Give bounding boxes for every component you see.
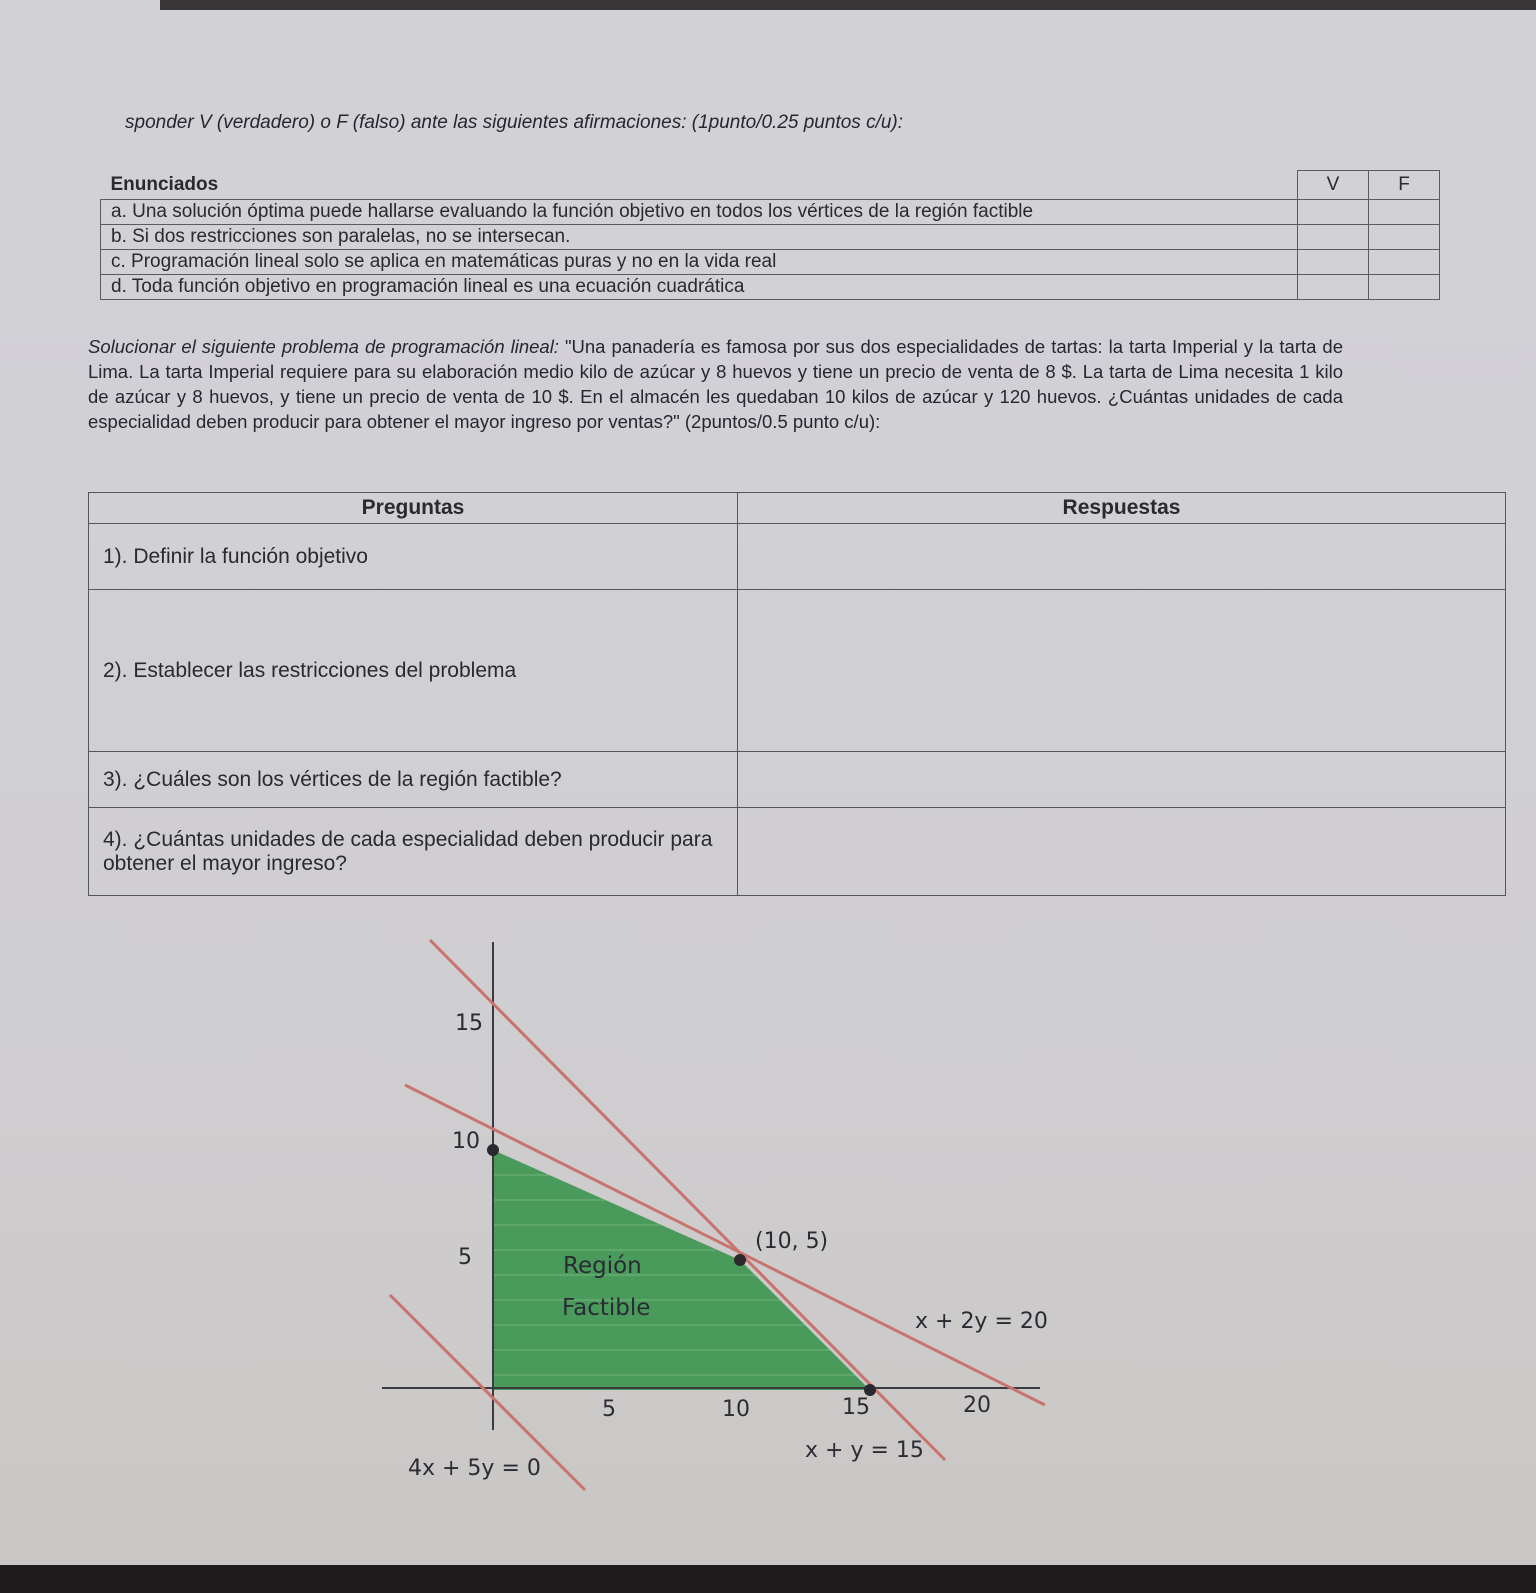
- qa-row: [89, 524, 1506, 590]
- y-tick-label: 5: [458, 1245, 472, 1270]
- feasible-region-fill: [493, 1150, 870, 1390]
- y-tick-label: 10: [452, 1129, 480, 1154]
- tf-cell-v[interactable]: [1298, 225, 1369, 250]
- x-tick-label: 20: [963, 1393, 991, 1418]
- line-label-x-y-15: x + y = 15: [805, 1438, 924, 1463]
- x-tick-label: 5: [602, 1397, 616, 1422]
- qa-question: 1). Definir la función objetivo: [89, 524, 738, 590]
- problem-text: "Una panadería es famosa por sus dos especialidades de tartas: la tarta Imperial y la tarta de Lima. La tarta Imperial requiere para su elaboración medio kilo de azúcar y 8 huevos y tiene un precio de venta de 8 $. La tarta de Lima necesita 1 kilo de azúcar y 8 huevos, y tiene un precio de venta de 10 $. En el almacén les quedaban 10 kilos de azúcar y 120 huevos. ¿Cuántas unidades de cada especialidad deben producir para obtener el mayor ingreso por ventas?" (2puntos/0.5 punto c/u):: [88, 336, 1343, 432]
- vertex-label: (10, 5): [755, 1229, 829, 1254]
- qa-row: [89, 752, 1506, 808]
- y-tick-label: 15: [455, 1011, 483, 1036]
- page-edge-shadow: [160, 0, 1536, 10]
- problem-lead: Solucionar el siguiente problema de programación lineal:: [88, 336, 559, 357]
- x-tick-label: 15: [842, 1395, 870, 1420]
- qa-header-questions: Preguntas: [89, 493, 738, 524]
- feasible-region-graph: [360, 930, 1080, 1510]
- qa-answer-cell[interactable]: [738, 808, 1506, 896]
- line-label-x-2y-20: x + 2y = 20: [915, 1309, 1048, 1334]
- tf-header-v: V: [1298, 171, 1369, 200]
- true-false-table: [100, 170, 1440, 300]
- tf-statement: d. Toda función objetivo en programación lineal es una ecuación cuadrática: [101, 275, 1298, 300]
- region-label-1: Región: [563, 1253, 642, 1279]
- vertex-point: [487, 1144, 499, 1156]
- tf-row: [101, 275, 1440, 300]
- qa-question: 3). ¿Cuáles son los vértices de la región factible?: [89, 752, 738, 808]
- x-tick-label: 10: [722, 1397, 750, 1422]
- tf-cell-v[interactable]: [1298, 275, 1369, 300]
- qa-question: 4). ¿Cuántas unidades de cada especialidad deben producir para obtener el mayor ingreso?: [89, 808, 738, 896]
- vertex-point: [734, 1254, 746, 1266]
- tf-row: [101, 200, 1440, 225]
- tf-row: [101, 225, 1440, 250]
- problem-statement: [88, 334, 1343, 434]
- tf-statement: b. Si dos restricciones son paralelas, no se intersecan.: [101, 225, 1298, 250]
- qa-question: 2). Establecer las restricciones del problema: [89, 590, 738, 752]
- tf-row: [101, 250, 1440, 275]
- tf-cell-f[interactable]: [1369, 275, 1440, 300]
- tf-statement: a. Una solución óptima puede hallarse evaluando la función objetivo en todos los vértices de la región factible: [101, 200, 1298, 225]
- tf-header-statements: Enunciados: [101, 171, 1298, 200]
- tf-cell-f[interactable]: [1369, 200, 1440, 225]
- background-edge: [0, 1565, 1536, 1593]
- qa-answer-cell[interactable]: [738, 590, 1506, 752]
- qa-row: [89, 808, 1506, 896]
- tf-cell-f[interactable]: [1369, 250, 1440, 275]
- tf-cell-v[interactable]: [1298, 200, 1369, 225]
- qa-header-row: [89, 493, 1506, 524]
- tf-statement: c. Programación lineal solo se aplica en matemáticas puras y no en la vida real: [101, 250, 1298, 275]
- qa-row: [89, 590, 1506, 752]
- questions-table: [88, 492, 1506, 896]
- tf-header-row: [101, 171, 1440, 200]
- tf-cell-f[interactable]: [1369, 225, 1440, 250]
- tf-header-f: F: [1369, 171, 1440, 200]
- region-label-2: Factible: [562, 1295, 651, 1321]
- line-label-4x-5y-0: 4x + 5y = 0: [408, 1456, 541, 1481]
- tf-instructions: sponder V (verdadero) o F (falso) ante las siguientes afirmaciones: (1punto/0.25 puntos c/u):: [125, 112, 904, 133]
- tf-cell-v[interactable]: [1298, 250, 1369, 275]
- qa-answer-cell[interactable]: [738, 752, 1506, 808]
- qa-header-answers: Respuestas: [738, 493, 1506, 524]
- qa-answer-cell[interactable]: [738, 524, 1506, 590]
